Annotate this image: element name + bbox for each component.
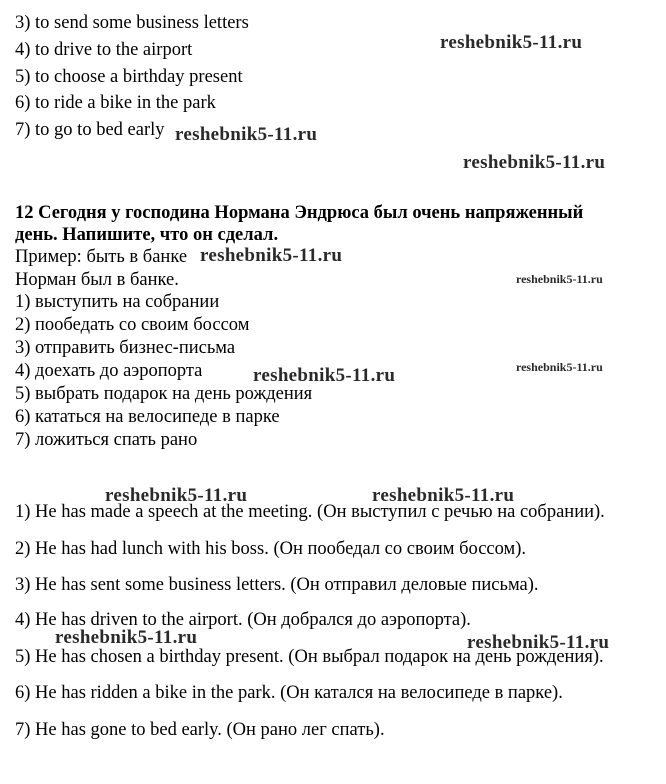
task-item: 7) ложиться спать рано: [15, 430, 198, 450]
watermark: reshebnik5-11.ru: [463, 152, 606, 173]
task-item: 6) кататься на велосипеде в парке: [15, 407, 280, 427]
task-item: 4) доехать до аэропорта: [15, 361, 203, 381]
top-list-item-4: 4) to drive to the airport: [15, 40, 193, 60]
task-example-answer: Норман был в банке.: [15, 270, 179, 290]
task-example-label: Пример: быть в банке: [15, 247, 188, 267]
task-title-line1: 12 Сегодня у господина Нормана Эндрюса был очень напряженный: [15, 203, 584, 223]
watermark: reshebnik5-11.ru: [516, 360, 603, 374]
watermark: reshebnik5-11.ru: [253, 365, 396, 386]
watermark: reshebnik5-11.ru: [175, 124, 318, 145]
answer-line: 4) He has driven to the airport. (Он добрался до аэропорта).: [15, 610, 471, 630]
watermark: reshebnik5-11.ru: [467, 632, 610, 653]
watermark: reshebnik5-11.ru: [372, 485, 515, 506]
task-item: 3) отправить бизнес-письма: [15, 338, 236, 358]
answer-line: 6) He has ridden a bike in the park. (Он катался на велосипеде в парке).: [15, 683, 563, 703]
answer-line: 5) He has chosen a birthday present. (Он выбрал подарок на день рождения).: [15, 647, 604, 667]
answer-line: 2) He has had lunch with his boss. (Он пообедал со своим боссом).: [15, 539, 527, 559]
watermark: reshebnik5-11.ru: [200, 245, 343, 266]
answer-line: 1) He has made a speech at the meeting. (Он выступил с речью на собрании).: [15, 502, 605, 522]
task-item: 1) выступить на собрании: [15, 292, 220, 312]
task-item: 5) выбрать подарок на день рождения: [15, 384, 313, 404]
watermark: reshebnik5-11.ru: [105, 485, 248, 506]
top-list-item-3: 3) to send some business letters: [15, 13, 249, 33]
task-title-line2: день. Напишите, что он сделал.: [15, 225, 279, 245]
watermark: reshebnik5-11.ru: [440, 32, 583, 53]
task-item: 2) пообедать со своим боссом: [15, 315, 250, 335]
answer-line: 7) He has gone to bed early. (Он рано лег спать).: [15, 720, 385, 740]
top-list-item-6: 6) to ride a bike in the park: [15, 93, 216, 113]
top-list-item-5: 5) to choose a birthday present: [15, 67, 243, 87]
watermark: reshebnik5-11.ru: [55, 627, 198, 648]
watermark: reshebnik5-11.ru: [516, 272, 603, 286]
answer-line: 3) He has sent some business letters. (Он отправил деловые письма).: [15, 575, 539, 595]
top-list-item-7: 7) to go to bed early: [15, 120, 165, 140]
